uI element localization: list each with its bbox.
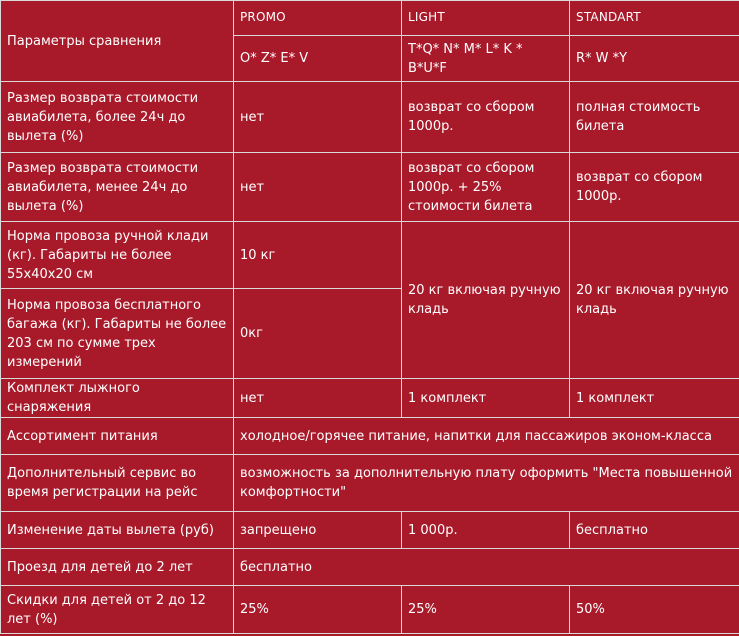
cell-promo: 0кг [234, 289, 402, 379]
row-label: Норма провоза бесплатного багажа (кг). Габариты не более 203 см по сумме трех измерений [1, 289, 234, 379]
tariff-name-standart: STANDART [570, 1, 739, 36]
cell-promo: запрещено [234, 512, 402, 549]
tariff-name-promo: PROMO [234, 1, 402, 36]
cell-light-baggage: 20 кг включая ручную кладь [402, 222, 570, 379]
row-label: Размер возврата стоимости авиабилета, более 24ч до вылета (%) [1, 82, 234, 153]
cell-promo: 25% [234, 586, 402, 634]
cell-light: возврат со сбором 1000р. [402, 82, 570, 153]
cell-standart: бесплатно [570, 512, 739, 549]
tariff-codes-light: T*Q* N* M* L* K * B*U*F [402, 36, 570, 82]
table-row [1, 455, 739, 512]
cell-light: 25% [402, 586, 570, 634]
table-row [1, 418, 739, 455]
table-row [1, 222, 739, 289]
header-row-names [1, 1, 739, 36]
table-row [1, 586, 739, 634]
row-label: Изменение даты вылета (руб) [1, 512, 234, 549]
cell-all-tariffs: бесплатно [234, 549, 739, 586]
cell-standart: возврат со сбором 1000р. [570, 153, 739, 222]
tariff-codes-standart: R* W *Y [570, 36, 739, 82]
table-row [1, 549, 739, 586]
cell-light: возврат со сбором 1000р. + 25% стоимости билета [402, 153, 570, 222]
table-row [1, 153, 739, 222]
table-row [1, 82, 739, 153]
cell-all-tariffs: возможность за дополнительную плату оформить "Места повышенной комфортности" [234, 455, 739, 512]
table-row [1, 512, 739, 549]
row-label: Проезд для детей до 2 лет [1, 549, 234, 586]
cell-standart: полная стоимость билета [570, 82, 739, 153]
cell-promo: нет [234, 82, 402, 153]
row-label: Дополнительный сервис во время регистрации на рейс [1, 455, 234, 512]
cell-standart: 1 комплект [570, 379, 739, 418]
row-label: Скидки для детей от 2 до 12 лет (%) [1, 586, 234, 634]
row-label: Ассортимент питания [1, 418, 234, 455]
cell-promo: нет [234, 379, 402, 418]
tariff-name-light: LIGHT [402, 1, 570, 36]
table-row [1, 379, 739, 418]
tariff-codes-promo: O* Z* E* V [234, 36, 402, 82]
header-title: Параметры сравнения [1, 1, 234, 82]
row-label: Норма провоза ручной клади (кг). Габариты не более 55x40x20 см [1, 222, 234, 289]
row-label: Комплект лыжного снаряжения [1, 379, 234, 418]
cell-promo: нет [234, 153, 402, 222]
cell-promo: 10 кг [234, 222, 402, 289]
cell-standart: 50% [570, 586, 739, 634]
cell-light: 1 комплект [402, 379, 570, 418]
cell-all-tariffs: холодное/горячее питание, напитки для пассажиров эконом-класса [234, 418, 739, 455]
cell-light: 1 000р. [402, 512, 570, 549]
row-label: Размер возврата стоимости авиабилета, менее 24ч до вылета (%) [1, 153, 234, 222]
cell-standart-baggage: 20 кг включая ручную кладь [570, 222, 739, 379]
